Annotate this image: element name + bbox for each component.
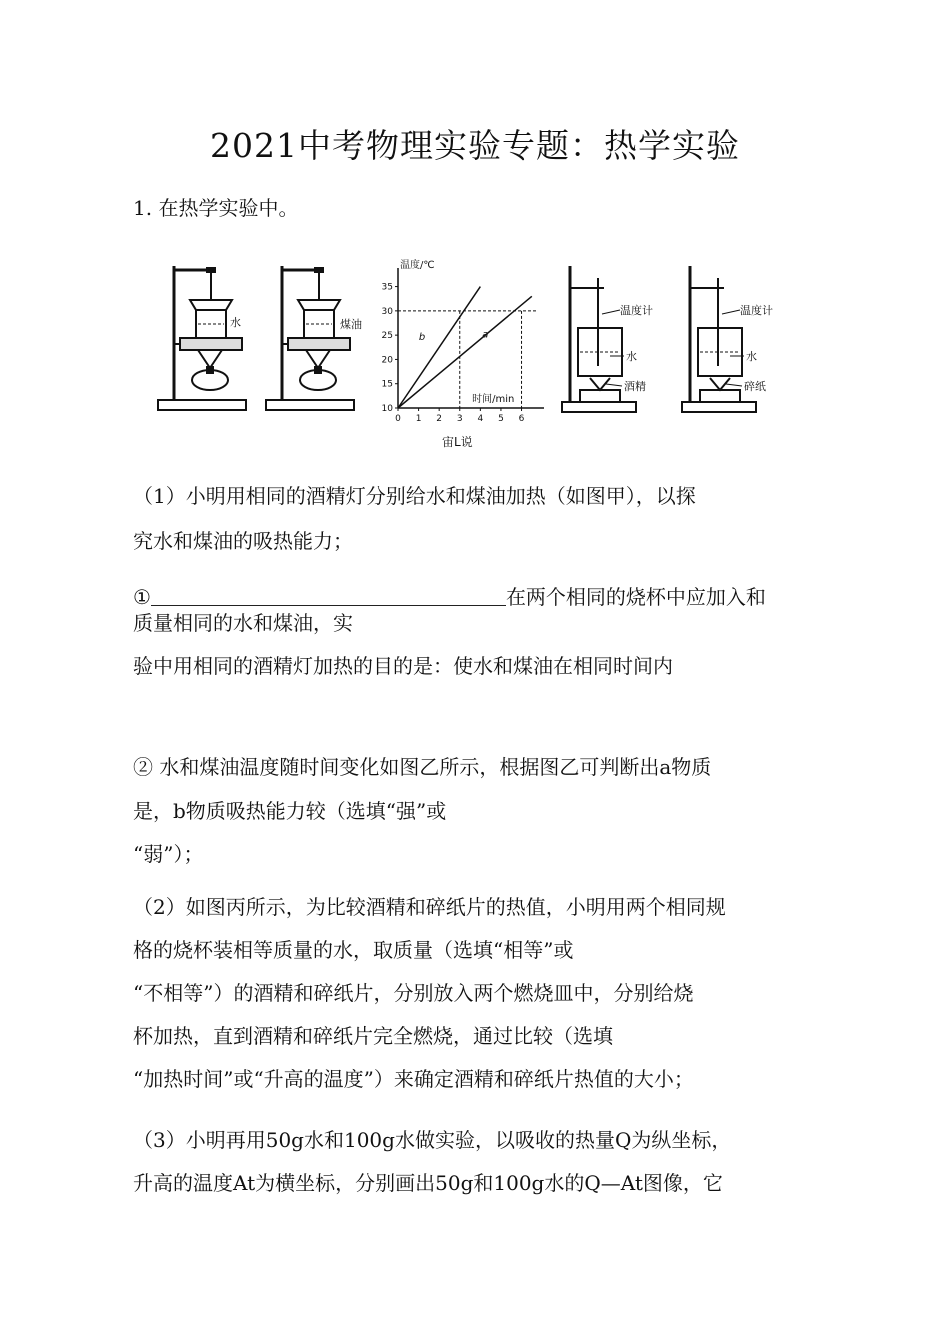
item1-line3: 验中用相同的酒精灯加热的目的是：使水和煤油在相同时间内 <box>133 654 673 678</box>
part3-line1: （3）小明再用50g水和100g水做实验，以吸收的热量Q为纵坐标， <box>133 1128 732 1152</box>
series-label-b: b <box>418 332 426 343</box>
y-tick-label-25: 25 <box>381 331 393 342</box>
page-title: 2021中考物理实验专题：热学实验 <box>210 126 740 166</box>
label-water-2: 水 <box>626 350 637 363</box>
part2-line5: “加热时间”或“升高的温度”）来确定酒精和碎纸片热值的大小； <box>133 1067 694 1091</box>
x-axis-label: 时间/min <box>472 394 515 405</box>
y-axis-label: 温度/℃ <box>400 260 435 271</box>
label-thermometer-1: 温度计 <box>620 304 653 317</box>
part2-line3: “不相等”）的酒精和碎纸片，分别放入两个燃烧皿中，分别给烧 <box>133 981 694 1005</box>
part1-line2: 究水和煤油的吸热能力； <box>133 529 353 553</box>
item2-line1: ② 水和煤油温度随时间变化如图乙所示，根据图乙可判断出a物质 <box>133 755 712 779</box>
paper-burning-apparatus <box>678 258 800 423</box>
item1-line1 <box>133 585 766 609</box>
part1-line1: （1）小明用相同的酒精灯分别给水和煤油加热（如图甲），以探 <box>133 484 696 508</box>
figure-caption: 宙L说 <box>442 435 473 449</box>
x-tick-label-5: 5 <box>498 414 504 424</box>
series-line-a <box>398 296 532 408</box>
label-alcohol: 酒精 <box>624 380 646 393</box>
part2-line2: 格的烧杯装相等质量的水，取质量（选填“相等”或 <box>133 938 574 962</box>
part3-line2: 升高的温度At为横坐标，分别画出50g和100g水的Q—At图像，它 <box>133 1171 723 1195</box>
y-tick-label-35: 35 <box>381 282 393 293</box>
part2-line1: （2）如图丙所示，为比较酒精和碎纸片的热值，小明用两个相同规 <box>133 895 726 919</box>
y-tick-label-20: 20 <box>381 355 393 366</box>
series-line-b <box>398 287 480 408</box>
item1-suffix: 在两个相同的烧杯中应加入和 <box>505 585 766 609</box>
y-tick-label-15: 15 <box>381 379 393 390</box>
experiment-figures <box>150 258 800 458</box>
x-tick-label-1: 1 <box>415 414 422 424</box>
water-heating-apparatus <box>150 258 250 418</box>
y-tick-label-10: 10 <box>381 404 393 414</box>
item1-prefix: ① <box>133 585 151 609</box>
part2-line4: 杯加热，直到酒精和碎纸片完全燃烧，通过比较（选填 <box>133 1024 613 1048</box>
alcohol-burning-apparatus <box>558 258 678 423</box>
x-tick-label-6: 6 <box>518 414 525 424</box>
temperature-time-chart <box>372 258 552 458</box>
series-label-a: a <box>482 329 489 341</box>
label-thermometer-2: 温度计 <box>740 304 773 317</box>
label-water: 水 <box>230 316 241 329</box>
y-tick-label-30: 30 <box>381 306 393 317</box>
kerosene-heating-apparatus <box>258 258 368 418</box>
label-kerosene: 煤油 <box>340 318 362 331</box>
label-paper: 碎纸 <box>744 380 766 393</box>
item2-line3: “弱”）； <box>133 842 204 866</box>
question-number-line: 1. 在热学实验中。 <box>133 196 299 220</box>
answer-blank[interactable] <box>151 585 506 606</box>
item1-line2: 质量相同的水和煤油，实 <box>133 611 353 635</box>
item2-line2: 是，b物质吸热能力较（选填“强”或 <box>133 799 447 823</box>
x-tick-label-0: 0 <box>395 414 401 424</box>
x-tick-label-2: 2 <box>436 414 443 424</box>
label-water-3: 水 <box>746 350 757 363</box>
x-tick-label-3: 3 <box>456 414 463 424</box>
x-tick-label-4: 4 <box>477 414 484 424</box>
